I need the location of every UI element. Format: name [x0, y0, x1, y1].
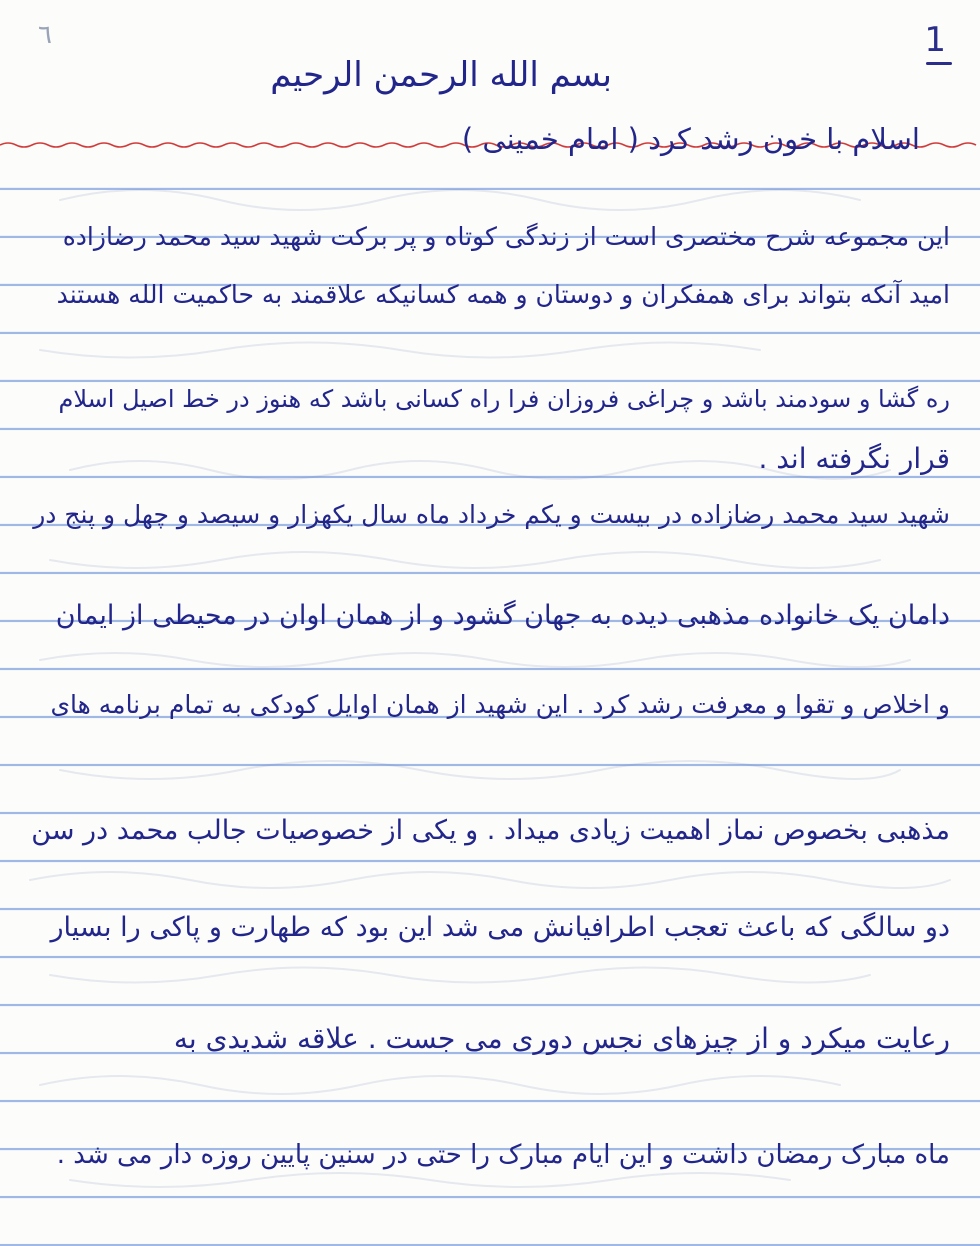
corner-page-number: ٦ — [38, 20, 52, 50]
body-line: و اخلاص و تقوا و معرفت رشد کرد . این شهید از همان اوایل کودکی به تمام برنامه های — [50, 690, 950, 719]
body-line: دامان یک خانواده مذهبی دیده به جهان گشود و از همان اوان در محیطی از ایمان — [55, 600, 950, 631]
body-line: دو سالگی که باعث تعجب اطرافیانش می شد این بود که طهارت و پاکی را بسیار — [50, 912, 950, 943]
body-line: قرار نگرفته اند . — [758, 442, 950, 475]
body-line: ماه مبارک رمضان داشت و این ایام مبارک را حتی در سنین پایین روزه دار می شد . — [56, 1140, 950, 1170]
quote-subtitle: اسلام با خون رشد کرد ( امام خمینی ) — [461, 122, 920, 156]
body-line: ره گشا و سودمند باشد و چراغی فروزان فرا راه کسانی باشد که هنوز در خط اصیل اسلام — [58, 385, 950, 413]
body-line: مذهبی بخصوص نماز اهمیت زیادی میداد . و یکی از خصوصیات جالب محمد در سن — [31, 815, 950, 846]
bismillah-heading: بسم الله الرحمن الرحیم — [270, 55, 612, 95]
body-line: امید آنکه بتواند برای همفکران و دوستان و همه کسانیکه علاقمند به حاکمیت الله هستند — [56, 280, 950, 309]
body-line: این مجموعه شرح مختصری است از زندگی کوتاه و پر برکت شهید سید محمد رضازاده — [62, 222, 950, 251]
body-line: شهید سید محمد رضازاده در بیست و یکم خرداد ماه سال یکهزار و سیصد و چهل و پنج در — [33, 500, 950, 529]
page-number: 1 — [924, 20, 946, 60]
body-line: رعایت میکرد و از چیزهای نجس دوری می جست . علاقه شدیدی به — [173, 1022, 950, 1055]
page-number-underline — [926, 62, 952, 65]
